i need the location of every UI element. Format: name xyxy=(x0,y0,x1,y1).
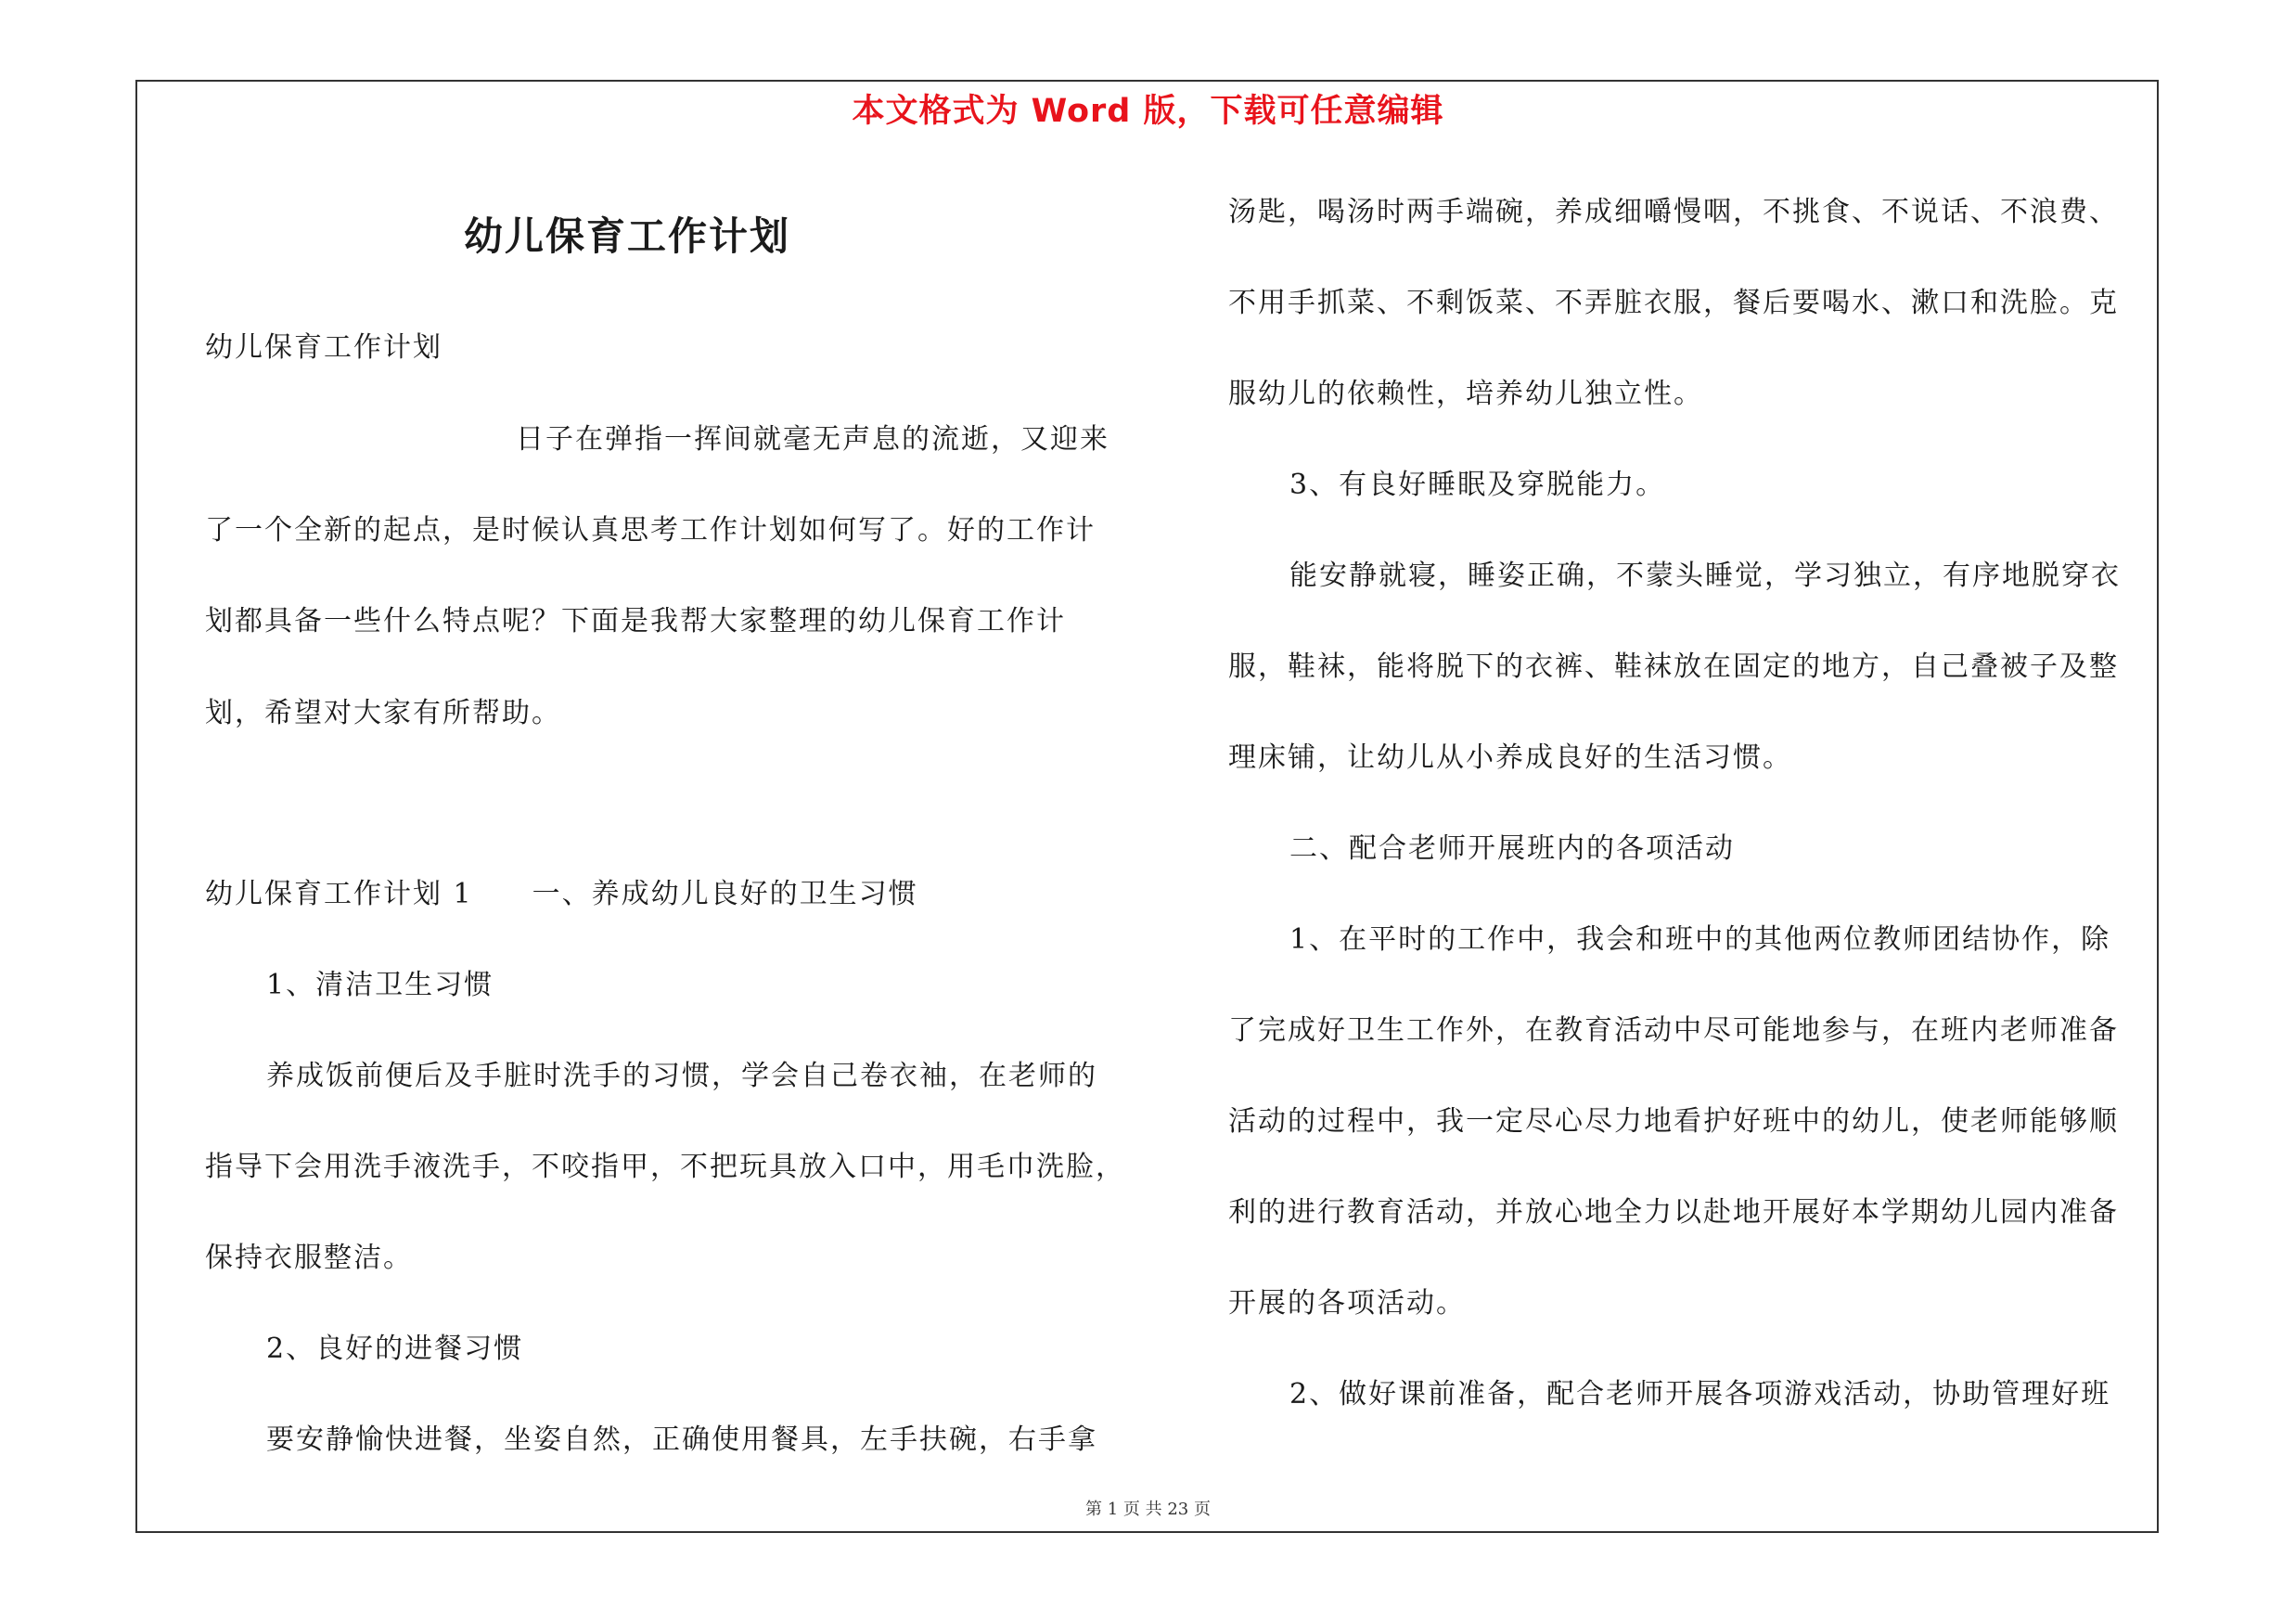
paragraph-line: 指导下会用洗手液洗手，不咬指甲，不把玩具放入口中，用毛巾洗脸， xyxy=(205,1151,1125,1183)
subheading: 1、清洁卫生习惯 xyxy=(266,969,494,1001)
paragraph-line: 2、做好课前准备，配合老师开展各项游戏活动，协助管理好班 xyxy=(1289,1378,2111,1410)
paragraph-line: 不用手抓菜、不剩饭菜、不弄脏衣服，餐后要喝水、漱口和洗脸。克 xyxy=(1228,287,2119,319)
paragraph-line: 保持衣服整洁。 xyxy=(205,1242,413,1274)
section-heading: 二、配合老师开展班内的各项活动 xyxy=(1289,832,1735,865)
paragraph-line: 利的进行教育活动，并放心地全力以赴地开展好本学期幼儿园内准备 xyxy=(1228,1196,2119,1229)
paragraph-line: 养成饭前便后及手脏时洗手的习惯，学会自己卷衣袖，在老师的 xyxy=(266,1060,1097,1092)
page-number-footer: 第 1 页 共 23 页 xyxy=(1085,1500,1211,1519)
paragraph-line: 1、在平时的工作中，我会和班中的其他两位教师团结协作，除 xyxy=(1289,923,2111,956)
paragraph-line: 能安静就寝，睡姿正确，不蒙头睡觉，学习独立，有序地脱穿衣 xyxy=(1289,560,2121,592)
paragraph-line: 划，希望对大家有所帮助。 xyxy=(205,697,561,729)
paragraph-line: 了一个全新的起点，是时候认真思考工作计划如何写了。好的工作计 xyxy=(205,514,1096,547)
paragraph-line: 划都具备一些什么特点呢？下面是我帮大家整理的幼儿保育工作计 xyxy=(205,605,1066,638)
paragraph-subtitle: 幼儿保育工作计划 xyxy=(205,331,443,364)
paragraph-line: 服幼儿的依赖性，培养幼儿独立性。 xyxy=(1228,378,1703,410)
paragraph-line: 理床铺，让幼儿从小养成良好的生活习惯。 xyxy=(1228,741,1792,774)
subheading: 2、良好的进餐习惯 xyxy=(266,1333,524,1365)
paragraph-line: 活动的过程中，我一定尽心尽力地看护好班中的幼儿，使老师能够顺 xyxy=(1228,1105,2119,1138)
header-banner: 本文格式为 Word 版，下载可任意编辑 xyxy=(852,93,1444,130)
subheading: 3、有良好睡眠及穿脱能力。 xyxy=(1289,469,1666,501)
paragraph-line: 服，鞋袜，能将脱下的衣裤、鞋袜放在固定的地方，自己叠被子及整 xyxy=(1228,650,2119,683)
paragraph-line: 了完成好卫生工作外，在教育活动中尽可能地参与，在班内老师准备 xyxy=(1228,1014,2119,1047)
section-heading: 幼儿保育工作计划 1 一、养成幼儿良好的卫生习惯 xyxy=(205,878,918,910)
paragraph-line: 开展的各项活动。 xyxy=(1228,1287,1466,1320)
paragraph-line: 日子在弹指一挥间就毫无声息的流逝，又迎来 xyxy=(516,423,1110,456)
paragraph-line: 要安静愉快进餐，坐姿自然，正确使用餐具，左手扶碗，右手拿 xyxy=(266,1423,1097,1456)
paragraph-line: 汤匙，喝汤时两手端碗，养成细嚼慢咽，不挑食、不说话、不浪费、 xyxy=(1228,196,2119,228)
document-title: 幼儿保育工作计划 xyxy=(464,213,791,259)
